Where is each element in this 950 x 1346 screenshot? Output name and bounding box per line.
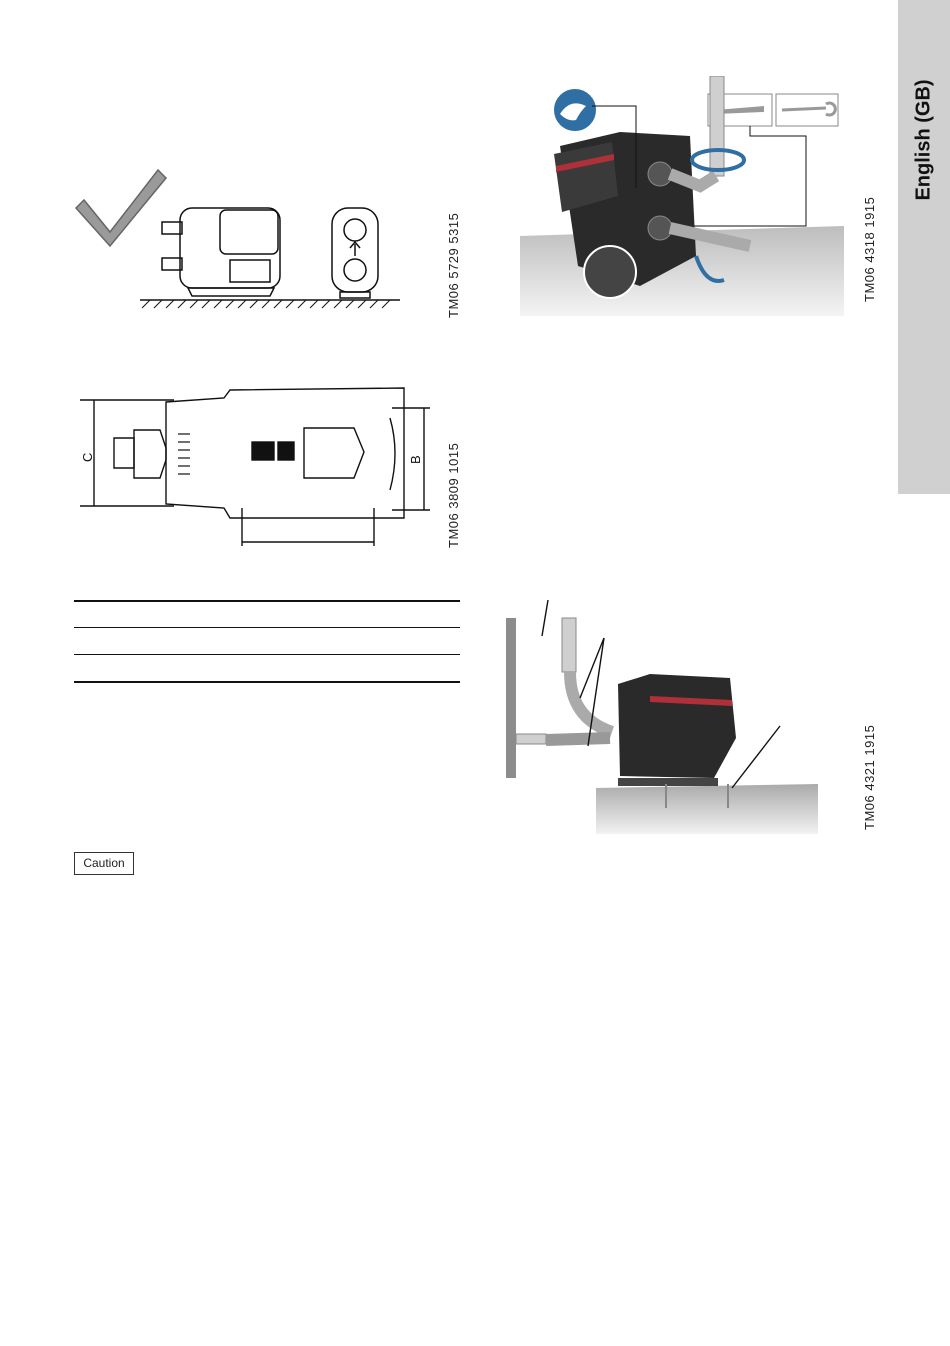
dimension-c-label: C (80, 452, 95, 462)
figure-4-code: TM06 4321 1915 (862, 724, 877, 830)
figure-2-pump-dimensions (74, 378, 444, 554)
check-mark-icon (76, 170, 166, 246)
dimension-b-label: B (408, 455, 423, 464)
figure-2-code: TM06 3809 1015 (446, 442, 461, 548)
figure-4-wall-installation (500, 598, 818, 834)
pump-side-drawing (162, 208, 280, 296)
pump-front-drawing (332, 208, 378, 298)
figure-3-code: TM06 4318 1915 (862, 196, 877, 302)
hand-tighten-icon (553, 88, 597, 132)
figure-3-pipe-connection (520, 76, 844, 316)
figure-1-code: TM06 5729 5315 (446, 212, 461, 318)
table-rule-bottom (74, 681, 460, 683)
caution-badge: Caution (74, 852, 134, 875)
language-label: English (GB) (912, 79, 935, 201)
table-rule-top (74, 600, 460, 602)
figure-1-pump-placement (70, 160, 410, 320)
spanner-icon (776, 94, 838, 126)
language-tab (898, 0, 950, 494)
table-rule-lower (74, 654, 460, 655)
table-rule-middle (74, 627, 460, 628)
